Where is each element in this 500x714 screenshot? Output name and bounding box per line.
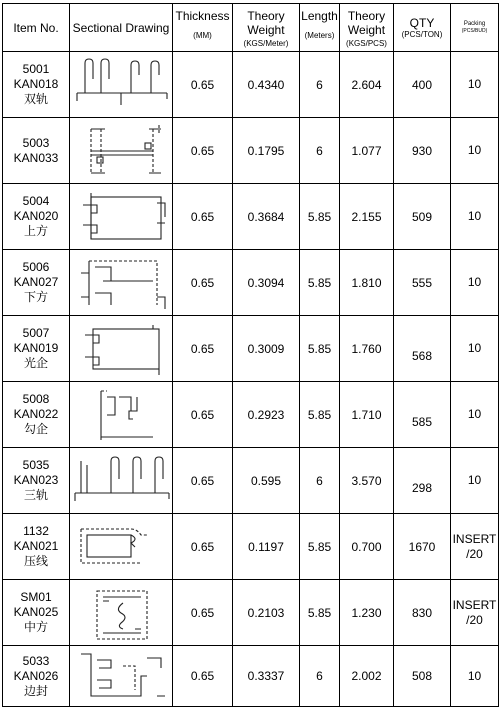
thickness-cell: 0.65 [173,118,233,184]
header-packing: Packing (PCS/BUD) [451,4,499,52]
item-model: KAN027 [13,275,59,289]
packing-cell: INSERT /20 [451,580,499,646]
theory-weight-pcs-cell: 3.570 [340,448,394,514]
theory-weight-cell: 0.4340 [233,52,300,118]
lower-frame-profile-drawing [71,253,171,313]
item-no-cell [3,580,70,646]
h-profile-drawing [71,121,171,181]
table-row [3,448,499,514]
item-cn-name: 三轨 [23,488,48,502]
thickness-cell: 0.65 [173,184,233,250]
item-model: KAN021 [13,539,59,553]
glazing-bead-profile-drawing [71,517,171,577]
length-cell: 5.85 [300,382,340,448]
thickness-cell: 0.65 [173,316,233,382]
theory-weight-cell: 0.1197 [233,514,300,580]
theory-weight-pcs-cell: 2.604 [340,52,394,118]
item-model: KAN020 [13,209,59,223]
product-spec-table [2,3,499,707]
item-model: KAN018 [13,77,59,91]
item-model: KAN033 [13,150,59,165]
packing-cell: 10 [451,646,499,707]
theory-weight-pcs-cell: 1.810 [340,250,394,316]
item-cn-name: 压线 [23,554,48,568]
sectional-drawing-cell [70,52,173,118]
item-cn-name: 光企 [23,356,48,370]
sectional-drawing-cell [70,514,173,580]
qty-cell: 830 [394,580,451,646]
item-code: 5033 [22,653,50,668]
item-cn-name: 下方 [23,290,48,304]
theory-weight-pcs-cell: 0.700 [340,514,394,580]
thickness-cell: 0.65 [173,580,233,646]
table-row [3,514,499,580]
table-row [3,382,499,448]
theory-weight-cell: 0.3684 [233,184,300,250]
thickness-cell: 0.65 [173,448,233,514]
item-model: KAN022 [13,407,59,421]
theory-weight-cell: 0.1795 [233,118,300,184]
header-row [3,4,499,52]
packing-cell: 10 [451,118,499,184]
theory-weight-cell: 0.3337 [233,646,300,707]
sectional-drawing-cell [70,382,173,448]
length-cell: 6 [300,52,340,118]
plain-stile-profile-drawing [71,319,171,379]
sectional-drawing-cell [70,646,173,707]
middle-rail-profile-drawing [71,583,171,643]
item-cn-name: 边封 [23,683,48,698]
packing-cell: INSERT /20 [451,514,499,580]
item-cn-name: 上方 [23,224,48,238]
header-theory-weight: Theory Weight (KGS/Meter) [233,4,300,52]
length-cell: 5.85 [300,316,340,382]
packing-cell: 10 [451,382,499,448]
length-cell: 5.85 [300,514,340,580]
theory-weight-cell: 0.595 [233,448,300,514]
length-cell: 5.85 [300,580,340,646]
length-cell: 6 [300,448,340,514]
item-cn-name: 中方 [23,620,48,634]
length-cell: 5.85 [300,250,340,316]
sectional-drawing-cell [70,580,173,646]
length-cell: 6 [300,118,340,184]
item-code: 5003 [22,135,50,150]
item-no-cell [3,514,70,580]
item-no-cell [3,52,70,118]
item-code: SM01 [20,590,52,604]
thickness-cell: 0.65 [173,52,233,118]
qty-cell: 555 [394,250,451,316]
item-no-cell [3,382,70,448]
table-row [3,184,499,250]
item-code: 5008 [22,392,50,406]
table-row [3,118,499,184]
qty-cell: 400 [394,52,451,118]
item-model: KAN026 [13,668,59,683]
theory-weight-pcs-cell: 1.760 [340,316,394,382]
item-no-cell [3,250,70,316]
thickness-cell: 0.65 [173,514,233,580]
item-model: KAN023 [13,473,59,487]
header-thickness: Thickness (MM) [173,4,233,52]
length-cell: 6 [300,646,340,707]
packing-cell: 10 [451,184,499,250]
item-no-cell [3,646,70,707]
sectional-drawing-cell [70,316,173,382]
qty-cell: 568 [394,316,451,382]
thickness-cell: 0.65 [173,250,233,316]
sectional-drawing-cell [70,118,173,184]
theory-weight-pcs-cell: 1.710 [340,382,394,448]
header-theory-weight-pcs: Theory Weight (KGS/PCS) [340,4,394,52]
table-row [3,646,499,707]
packing-cell: 10 [451,316,499,382]
triple-track-profile-drawing [71,451,171,511]
theory-weight-cell: 0.2923 [233,382,300,448]
qty-cell: 508 [394,646,451,707]
item-code: 5001 [22,62,50,76]
theory-weight-pcs-cell: 2.002 [340,646,394,707]
table-row [3,316,499,382]
thickness-cell: 0.65 [173,646,233,707]
item-model: KAN025 [13,605,59,619]
hook-stile-profile-drawing [71,385,171,445]
table-row [3,580,499,646]
item-code: 1132 [23,524,49,538]
qty-cell: 298 [394,448,451,514]
theory-weight-pcs-cell: 1.230 [340,580,394,646]
theory-weight-cell: 0.3094 [233,250,300,316]
upper-frame-profile-drawing [71,187,171,247]
qty-cell: 585 [394,382,451,448]
item-no-cell [3,118,70,184]
theory-weight-cell: 0.2103 [233,580,300,646]
packing-cell: 10 [451,448,499,514]
qty-cell: 930 [394,118,451,184]
length-cell: 5.85 [300,184,340,250]
item-code: 5007 [22,326,50,340]
thickness-cell: 0.65 [173,382,233,448]
item-code: 5006 [22,260,50,274]
packing-cell: 10 [451,250,499,316]
header-sectional-drawing: Sectional Drawing [70,4,173,52]
sectional-drawing-cell [70,250,173,316]
item-no-cell [3,448,70,514]
table-row [3,52,499,118]
header-length: Length (Meters) [300,4,340,52]
qty-cell: 1670 [394,514,451,580]
item-no-cell [3,316,70,382]
packing-cell: 10 [451,52,499,118]
header-item-no: Item No. [3,4,70,52]
item-code: 5004 [22,194,50,208]
item-code: 5035 [22,458,50,472]
item-cn-name: 勾企 [23,422,48,436]
theory-weight-pcs-cell: 1.077 [340,118,394,184]
side-seal-profile-drawing [71,646,171,706]
item-model: KAN019 [13,341,59,355]
sectional-drawing-cell [70,448,173,514]
sectional-drawing-cell [70,184,173,250]
item-cn-name: 双轨 [23,92,48,106]
theory-weight-pcs-cell: 2.155 [340,184,394,250]
table-row [3,250,499,316]
qty-cell: 509 [394,184,451,250]
item-no-cell [3,184,70,250]
theory-weight-cell: 0.3009 [233,316,300,382]
header-qty: QTY (PCS/TON) [394,4,451,52]
double-track-profile-drawing [71,55,171,115]
